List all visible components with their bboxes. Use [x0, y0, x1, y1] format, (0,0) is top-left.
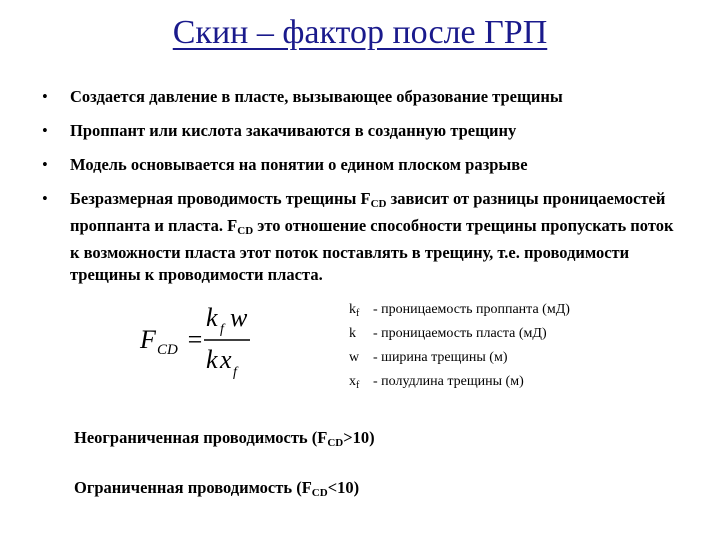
formula-num-w: w	[230, 303, 248, 332]
formula-num-k: k	[206, 303, 218, 332]
formula-den-k: k	[206, 345, 218, 374]
infinite-conductivity-label: Неограниченная проводимость $(F_{CD}>10)$	[74, 428, 375, 449]
bullet-text: Безразмерная проводимость трещины $F_{CD}$ зависит от разницы проницаемостей проппанта и пласта. $F_{CD}$ это отношение способности трещины пропускать поток к возможности пласта этот поток поставлять в трещину, т.е. проводимости трещины к проводимости пласта.	[70, 189, 674, 284]
bullet-marker: •	[42, 87, 48, 106]
bullet-text: Проппант или кислота закачиваются в созданную трещину	[70, 121, 517, 140]
legend-row: w - ширина трещины (м)	[349, 350, 508, 365]
variable-legend	[349, 300, 570, 396]
bullet-text: Создается давление в пласте, вызывающее образование трещины	[70, 87, 563, 106]
slide-title: Скин – фактор после ГРП	[172, 14, 548, 51]
bullet-item	[36, 120, 686, 142]
legend-row: k - проницаемость пласта (мД)	[349, 326, 547, 341]
bullet-marker: •	[42, 155, 48, 174]
bullet-item-fcd	[36, 188, 686, 286]
bullet-marker: •	[42, 121, 48, 140]
formula-den-sub: f	[233, 365, 237, 380]
bullet-marker: •	[42, 189, 48, 208]
legend-row: $k_f$ - проницаемость проппанта (мД)	[349, 302, 570, 319]
bullet-item	[36, 154, 686, 176]
formula-equals: =	[186, 325, 204, 354]
formula-num-sub: f	[220, 322, 224, 337]
legend-row: $x_f$ - полудлина трещины (м)	[349, 374, 524, 391]
bullet-item	[36, 86, 686, 108]
bullet-list	[36, 86, 686, 298]
finite-conductivity-label: Ограниченная проводимость $(F_{CD}<10)$	[74, 478, 360, 499]
formula-den-x: x	[220, 345, 232, 374]
fcd-formula	[138, 296, 338, 386]
bullet-text: Модель основывается на понятии о едином плоском разрыве	[70, 155, 528, 174]
formula-lhs-sub: CD	[157, 342, 178, 358]
formula-lhs: F	[140, 325, 156, 354]
